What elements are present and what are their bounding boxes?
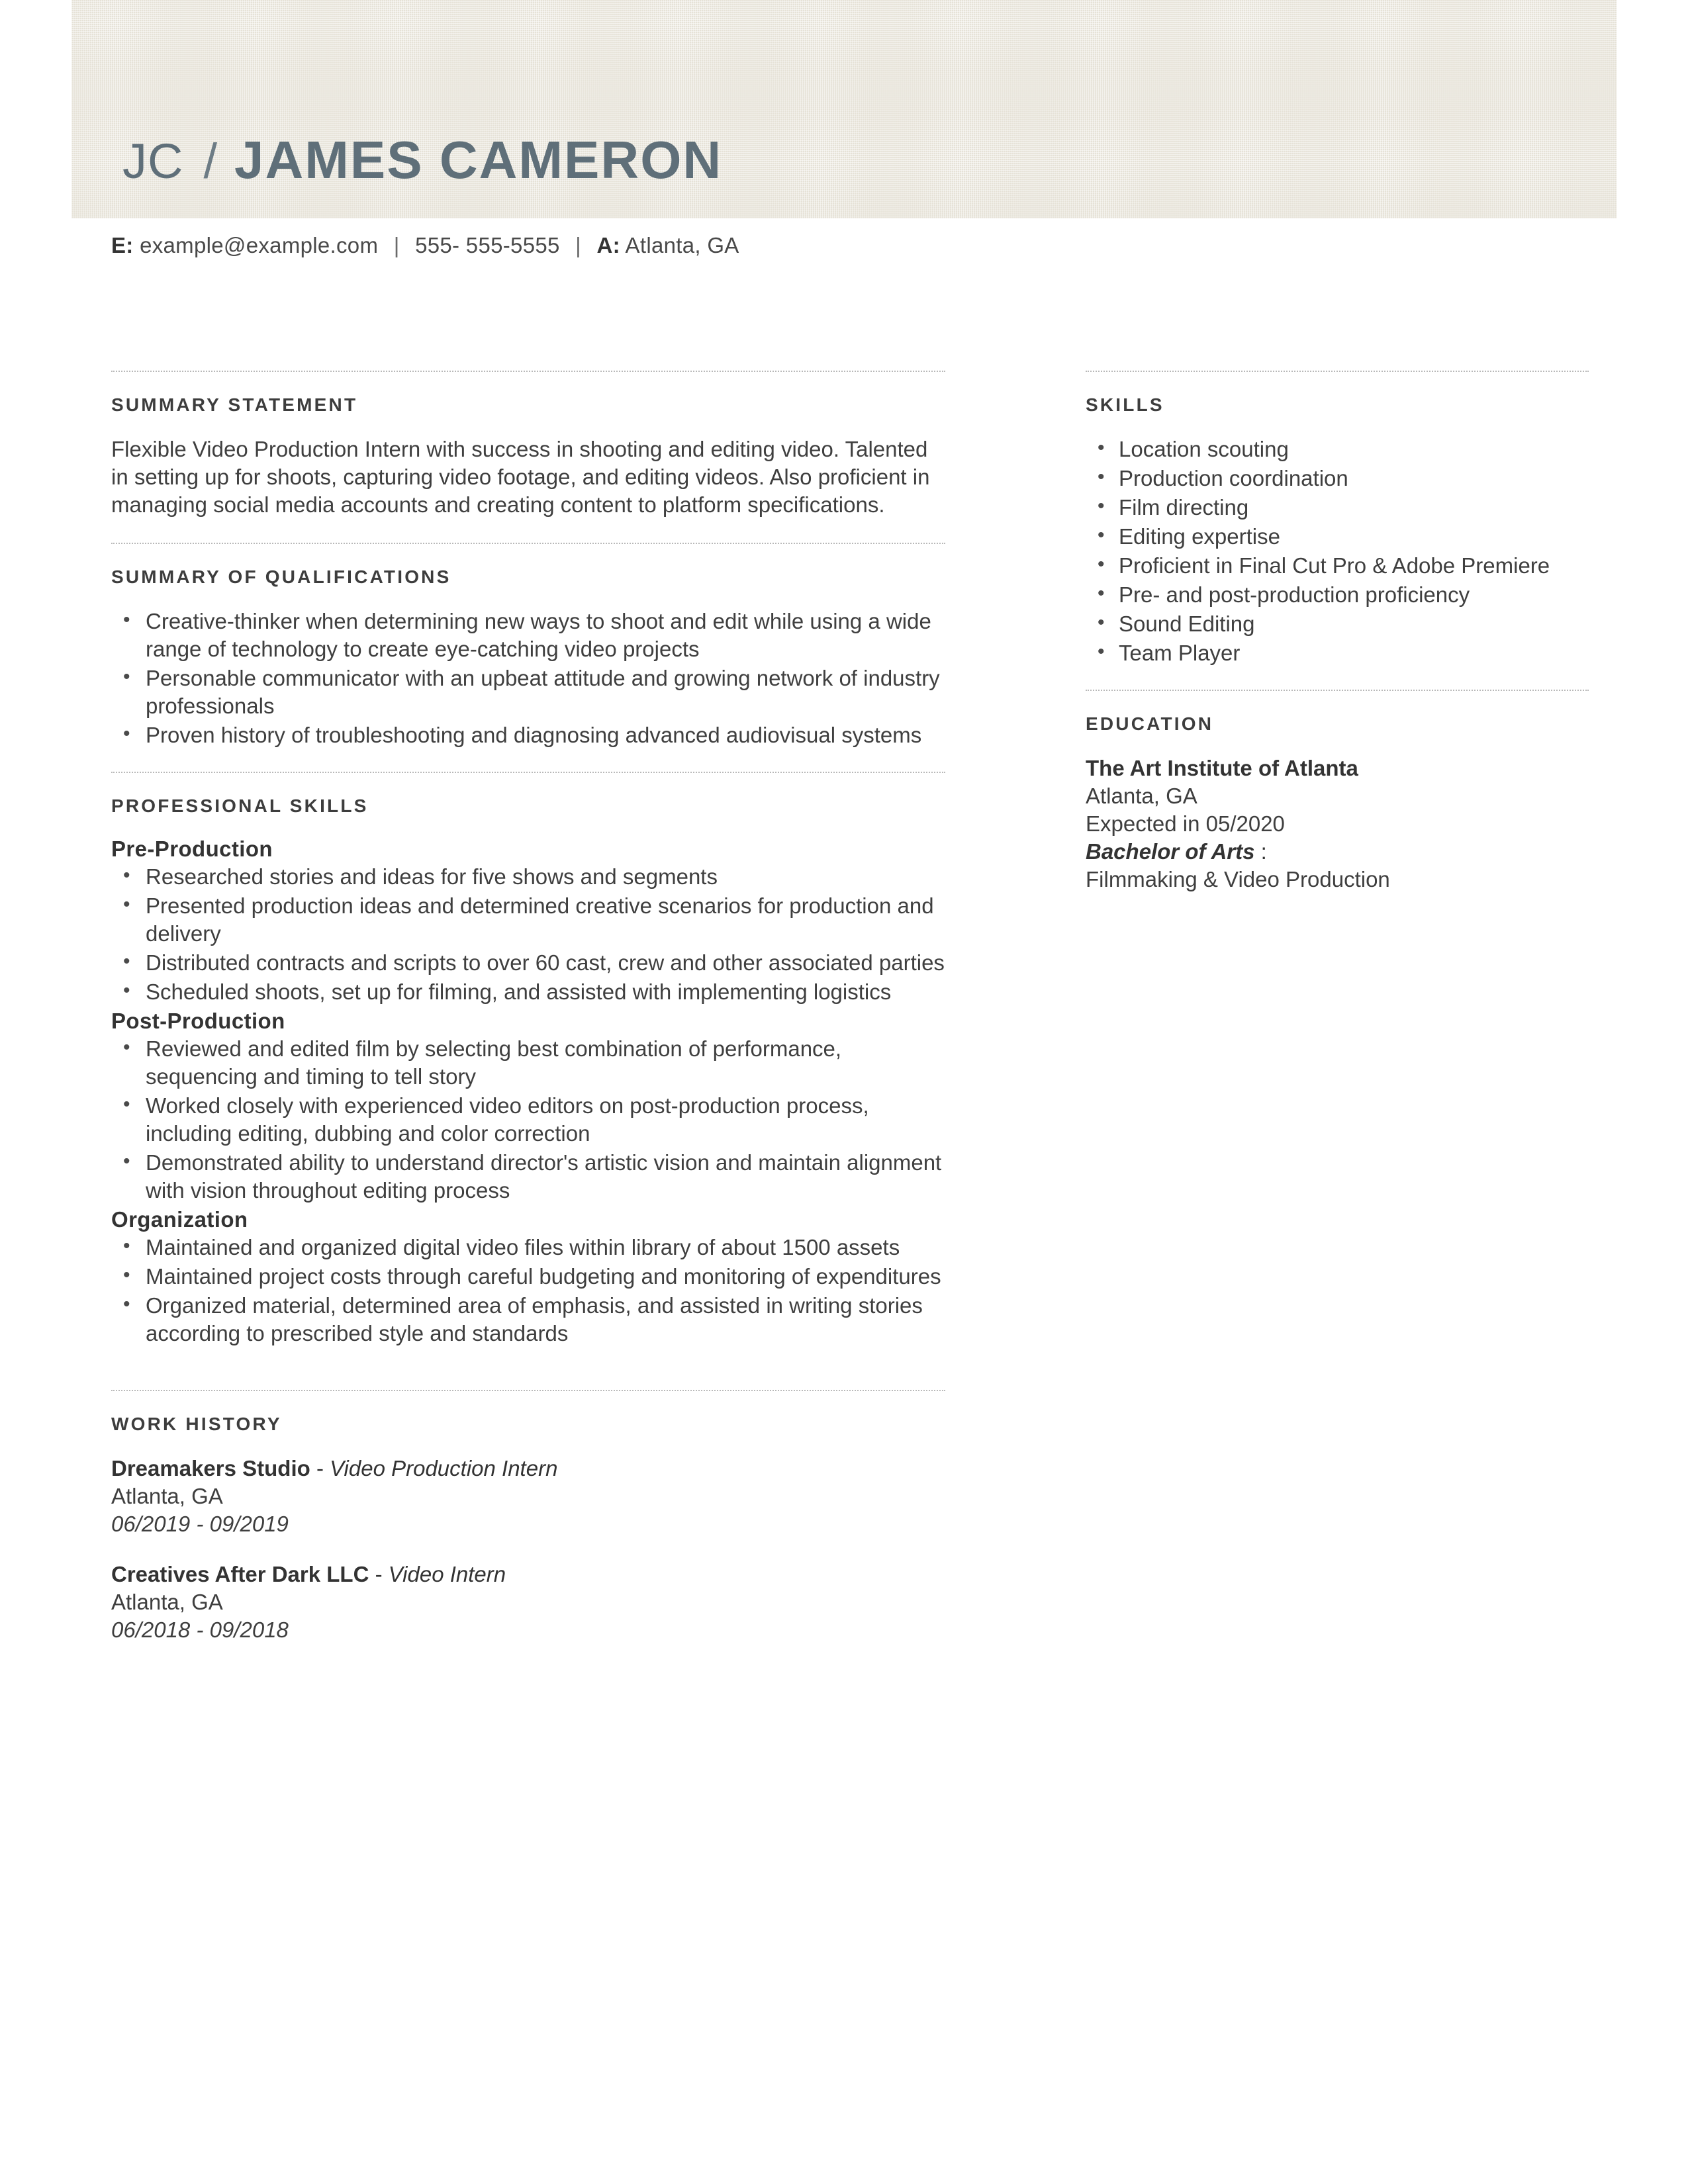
section-title-qualifications: SUMMARY OF QUALIFICATIONS <box>111 567 451 587</box>
list-item: • Maintained and organized digital video files within library of about 1500 assets <box>111 1234 945 1261</box>
education-degree-suffix: : <box>1254 839 1267 864</box>
divider-work-history <box>111 1390 945 1391</box>
education-major: Filmmaking & Video Production <box>1086 867 1390 891</box>
section-title-skills: SKILLS <box>1086 394 1164 415</box>
divider-qualifications <box>111 543 945 544</box>
education-location: Atlanta, GA <box>1086 784 1197 808</box>
address-value: Atlanta, GA <box>625 233 739 257</box>
full-name: JAMES CAMERON <box>234 130 723 189</box>
email-label: E: <box>111 233 134 257</box>
list-item: • Personable communicator with an upbeat attitude and growing network of industry professionals <box>111 664 945 720</box>
work-company: Dreamakers Studio <box>111 1456 310 1480</box>
work-company: Creatives After Dark LLC <box>111 1562 369 1586</box>
contact-divider-1: | <box>393 233 400 257</box>
spacer <box>111 1370 945 1390</box>
education-expected: Expected in 05/2020 <box>1086 811 1285 836</box>
left-column <box>111 371 945 1666</box>
list-item: • Maintained project costs through careful budgeting and monitoring of expenditures <box>111 1263 945 1291</box>
skill-group-organization: Organization <box>111 1207 248 1232</box>
address-label: A: <box>596 233 620 257</box>
list-item: • Proven history of troubleshooting and diagnosing advanced audiovisual systems <box>111 721 945 749</box>
list-item: • Distributed contracts and scripts to over 60 cast, crew and other associated parties <box>111 949 945 977</box>
qualifications-list <box>111 608 945 749</box>
list-item: • Demonstrated ability to understand director's artistic vision and maintain alignment with vision throughout editing process <box>111 1149 945 1205</box>
work-dates: 06/2018 - 09/2018 <box>111 1617 289 1642</box>
education-degree: Bachelor of Arts <box>1086 839 1255 864</box>
section-title-professional-skills: PROFESSIONAL SKILLS <box>111 796 369 816</box>
list-item: • Sound Editing <box>1086 610 1589 638</box>
work-dates: 06/2019 - 09/2019 <box>111 1512 289 1536</box>
list-item: • Scheduled shoots, set up for filming, and assisted with implementing logistics <box>111 978 945 1006</box>
skills-list <box>1086 435 1589 667</box>
divider-skills <box>1086 371 1589 372</box>
divider-summary <box>111 371 945 372</box>
list-item: • Presented production ideas and determined creative scenarios for production and delivery <box>111 892 945 948</box>
work-dash: - <box>310 1456 330 1480</box>
work-location: Atlanta, GA <box>111 1484 223 1508</box>
contact-line <box>111 233 739 258</box>
list-item: • Reviewed and edited film by selecting best combination of performance, sequencing and timing to tell story <box>111 1035 945 1091</box>
section-title-education: EDUCATION <box>1086 713 1214 734</box>
name-separator: / <box>203 134 218 189</box>
summary-text: Flexible Video Production Intern with success in shooting and editing video. Talented in setting up for shoots, capturing video footage, and editing videos. Also proficient in managing social media accounts and creating content to platform specifications. <box>111 437 930 517</box>
list-item: • Organized material, determined area of emphasis, and assisted in writing stories according to prescribed style and standards <box>111 1292 945 1347</box>
contact-divider-2: | <box>575 233 581 257</box>
list-item: • Worked closely with experienced video editors on post-production process, including editing, dubbing and color correction <box>111 1092 945 1148</box>
education-school: The Art Institute of Atlanta <box>1086 756 1358 780</box>
list-item: • Creative-thinker when determining new ways to shoot and edit while using a wide range of technology to create eye-catching video projects <box>111 608 945 663</box>
work-role: Video Production Intern <box>330 1456 558 1480</box>
list-item: • Team Player <box>1086 639 1589 667</box>
list-item: • Film directing <box>1086 494 1589 522</box>
post-production-list <box>111 1035 945 1205</box>
list-item: • Production coordination <box>1086 465 1589 492</box>
pre-production-list <box>111 863 945 1006</box>
skill-group-pre-production: Pre-Production <box>111 837 273 861</box>
phone-value: 555- 555-5555 <box>415 233 560 257</box>
work-location: Atlanta, GA <box>111 1590 223 1614</box>
section-title-work-history: WORK HISTORY <box>111 1414 282 1434</box>
list-item: • Editing expertise <box>1086 523 1589 551</box>
work-entry <box>111 1561 945 1644</box>
divider-education <box>1086 690 1589 691</box>
list-item: • Proficient in Final Cut Pro & Adobe Premiere <box>1086 552 1589 580</box>
email-value: example@example.com <box>140 233 379 257</box>
list-item: • Researched stories and ideas for five shows and segments <box>111 863 945 891</box>
left-edge-strip <box>0 0 71 2184</box>
section-title-summary: SUMMARY STATEMENT <box>111 394 358 415</box>
work-entry-heading <box>111 1455 945 1482</box>
list-item: • Pre- and post-production proficiency <box>1086 581 1589 609</box>
name-heading <box>122 130 722 191</box>
work-entry-heading <box>111 1561 945 1588</box>
right-column <box>1086 371 1589 893</box>
list-item: • Location scouting <box>1086 435 1589 463</box>
work-role: Video Intern <box>388 1562 506 1586</box>
education-degree-line <box>1086 838 1589 866</box>
divider-professional-skills <box>111 772 945 773</box>
initials: JC <box>122 134 184 189</box>
organization-list <box>111 1234 945 1347</box>
work-dash: - <box>369 1562 389 1586</box>
skill-group-post-production: Post-Production <box>111 1009 285 1033</box>
work-entry <box>111 1455 945 1538</box>
